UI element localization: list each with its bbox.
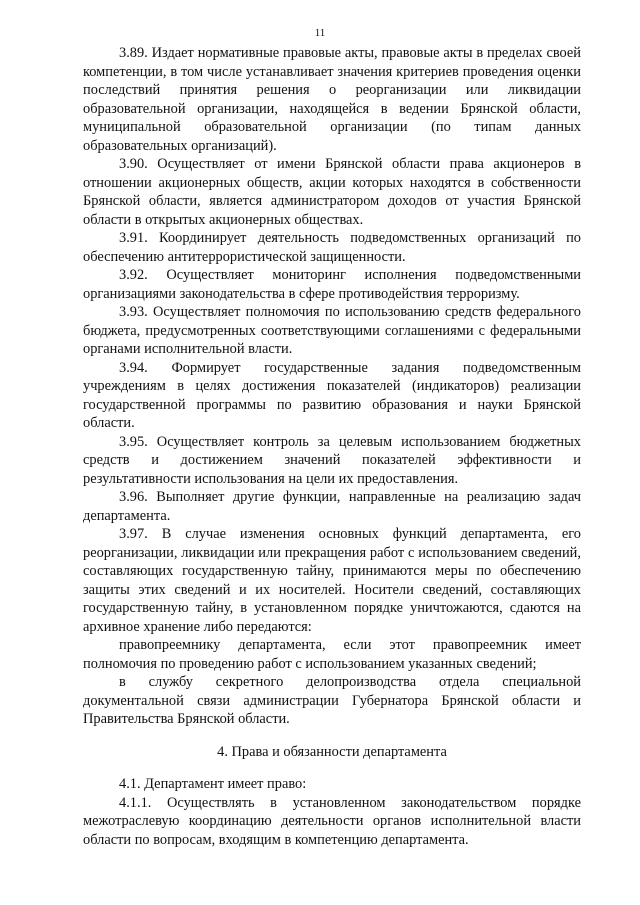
document-body [83,44,581,849]
paragraph-3-90: 3.90. Осуществляет от имени Брянской области права акционеров в отношении акционерных обществ, акции которых находятся в собственности Брянской области, является администратором доходов от участия Брянской области в открытых акционерных обществах. [83,156,581,228]
paragraph-4-1-1: 4.1.1. Осуществлять в установленном законодательством порядке межотраслевую координацию деятельности органов исполнительной власти области по вопросам, входящим в компетенцию департамента. [83,794,581,848]
paragraph-3-89: 3.89. Издает нормативные правовые акты, правовые акты в пределах своей компетенции, в том числе устанавливает значения критериев проведения оценки последствий принятия решения о реорганизации или ликвидации образовательной организации, находящейся в ведении Брянской области, муниципальной образовательной организации (по типам данных образовательных организаций). [83,45,581,154]
paragraph-3-97: 3.97. В случае изменения основных функций департамента, его реорганизации, ликвидации или прекращения работ с использованием сведений, составляющих государственную тайну, принимаются меры по обеспечению защиты этих сведений и их носителей. Носители сведений, составляющих государственную тайну, в установленном порядке уничтожаются, сдаются на архивное хранение либо передаются: [83,526,581,635]
paragraph-3-96: 3.96. Выполняет другие функции, направленные на реализацию задач департамента. [83,489,581,524]
paragraph-3-94: 3.94. Формирует государственные задания подведомственным учреждениям в целях достижения показателей (индикаторов) реализации государственной программы по развитию образования и науки Брянской области. [83,359,581,431]
paragraph-4-1: 4.1. Департамент имеет право: [119,776,307,792]
paragraph-3-92: 3.92. Осуществляет мониторинг исполнения подведомственными организациями законодательства в сфере противодействия терроризму. [83,267,581,302]
paragraph-secret-service: в службу секретного делопроизводства отдела специальной документальной связи администрации Губернатора Брянской области и Правительства Брянской области. [83,674,581,727]
page-number: 11 [314,27,326,39]
paragraph-3-93: 3.93. Осуществляет полномочия по использованию средств федерального бюджета, предусмотренных соответствующими соглашениями с федеральными органами исполнительной власти. [83,304,581,357]
paragraph-3-91: 3.91. Координирует деятельность подведомственных организаций по обеспечению антитеррористической защищенности. [83,230,581,265]
paragraph-successor: правопреемнику департамента, если этот правопреемник имеет полномочия по проведению работ с использованием указанных сведений; [83,637,581,672]
section-heading: 4. Права и обязанности департамента [217,743,447,760]
paragraph-3-95: 3.95. Осуществляет контроль за целевым использованием бюджетных средств и достижением значений показателей эффективности и результативности использования на цели их предоставления. [83,433,581,487]
